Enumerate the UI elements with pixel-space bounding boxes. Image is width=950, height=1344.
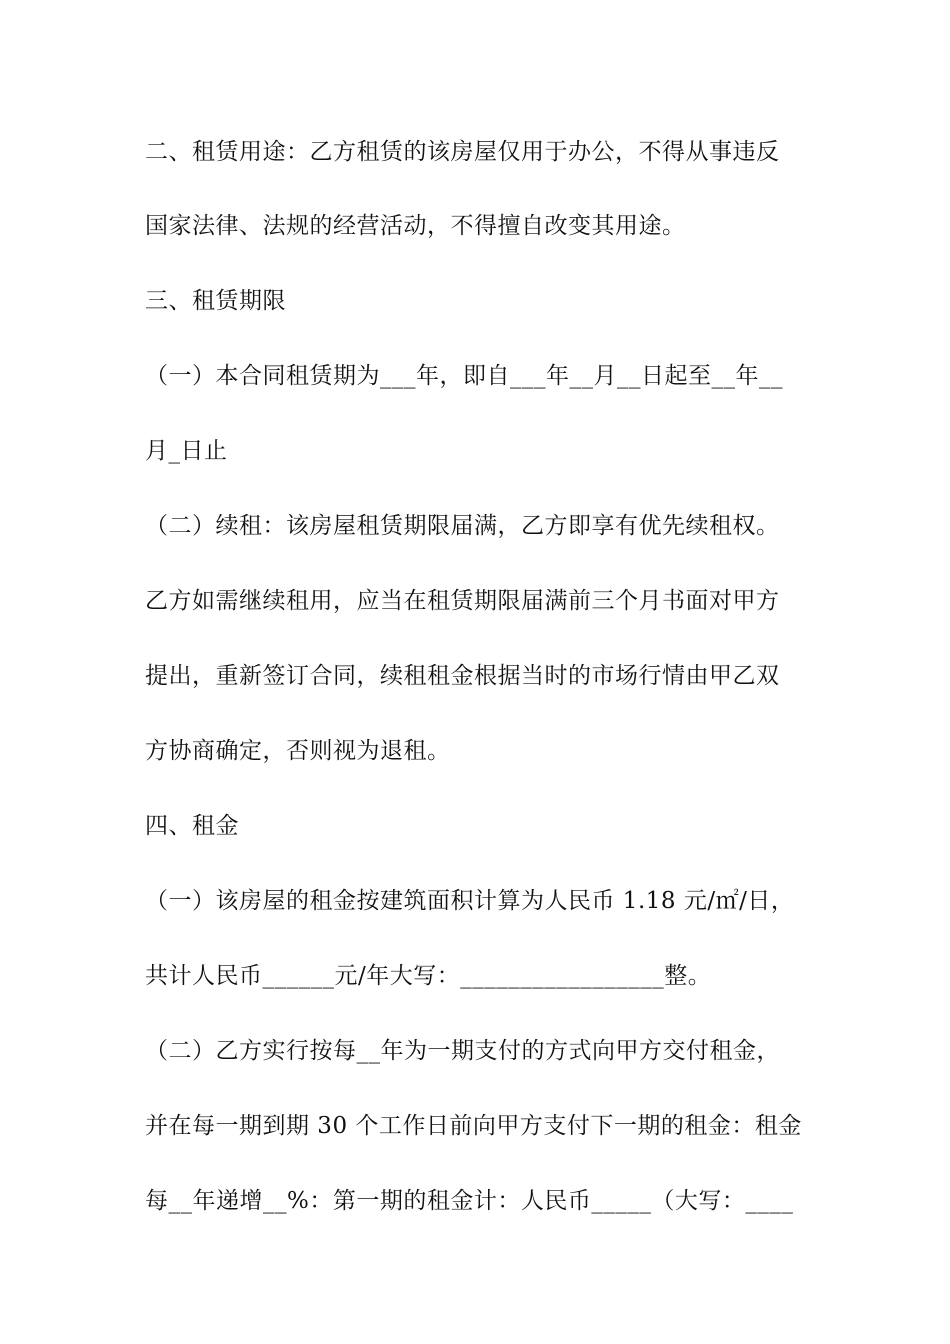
text-line-renewal-cont-1: 乙方如需继续租用，应当在租赁期限届满前三个月书面对甲方 (145, 588, 780, 614)
text-line-rent-total: 共计人民币______元/年大写：_________________整。 (145, 963, 712, 989)
section-heading-lease-term: 三、租赁期限 (145, 288, 286, 314)
text-line-payment-period-cont-2: 每__年递增__%：第一期的租金计：人民币_____（大写：____ (145, 1188, 794, 1214)
section-heading-rent: 四、租金 (145, 813, 239, 839)
text-line-lease-purpose-cont: 国家法律、法规的经营活动，不得擅自改变其用途。 (145, 213, 686, 239)
text-line-term-period-cont: 月_日止 (145, 438, 228, 464)
text-line-lease-purpose: 二、租赁用途：乙方租赁的该房屋仅用于办公，不得从事违反 (145, 139, 780, 165)
text-line-renewal-cont-3: 方协商确定，否则视为退租。 (145, 738, 451, 764)
text-line-payment-period-cont-1: 并在每一期到期 30 个工作日前向甲方支付下一期的租金：租金 (145, 1113, 802, 1139)
text-line-term-period: （一）本合同租赁期为___年，即自___年__月__日起至__年__ (145, 363, 783, 389)
text-line-payment-period: （二）乙方实行按每__年为一期支付的方式向甲方交付租金， (145, 1038, 780, 1064)
text-line-rent-rate: （一）该房屋的租金按建筑面积计算为人民币 1.18 元/㎡/日， (145, 888, 795, 914)
text-line-renewal-cont-2: 提出，重新签订合同，续租租金根据当时的市场行情由甲乙双 (145, 663, 780, 689)
text-line-renewal: （二）续租：该房屋租赁期限届满，乙方即享有优先续租权。 (145, 513, 780, 539)
